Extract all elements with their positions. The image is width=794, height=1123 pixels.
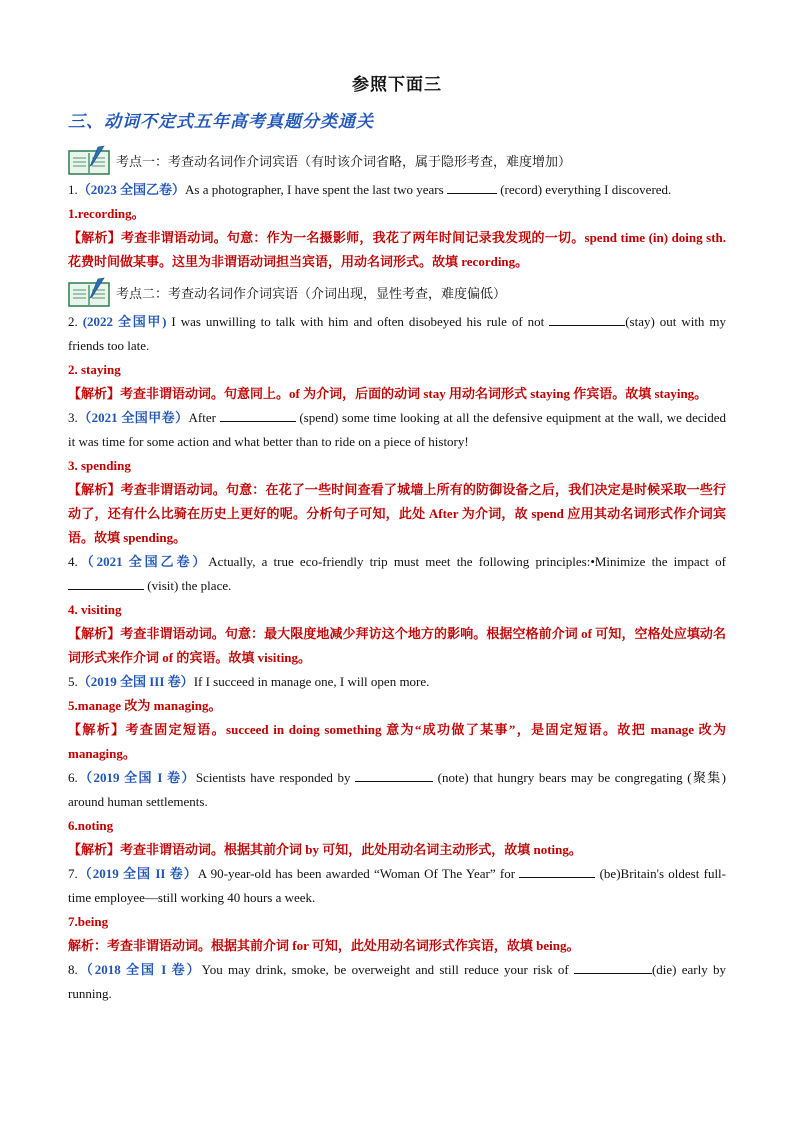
question-number: 5. [68,674,78,689]
question-source: （2019 全国 II 卷） [77,866,198,881]
question-text [68,550,726,598]
answer-blank [220,409,296,422]
question-number: 7. [68,866,78,881]
kaodian-one-header [68,144,726,176]
question-number: 3. [68,410,78,425]
question-source: （2023 全国乙卷） [77,182,186,197]
question-text [68,862,726,910]
question-text [68,670,726,694]
answer-text: 3. spending [68,458,131,473]
question-pre: I was unwilling to talk with him and often disobeyed his rule of not [166,314,550,329]
question-pre: A 90-year-old has been awarded “Woman Of The Year” for [197,866,520,881]
answer-text: 1.recording。 [68,206,145,221]
answer-blank [574,961,652,974]
question-source: （2021 全国甲卷） [77,410,189,425]
answer-blank [68,577,144,590]
explanation-text: 【解析】考查非谓语动词。句意同上。of 为介词，后面的动词 stay 用动名词形式 staying 作宾语。故填 staying。 [68,386,708,401]
question-post: (spend) some time looking at all the defensive equipment at the wall, we decided it was time for some action and what better than to ride on a piece of history! [68,410,726,449]
answer-text: 6.noting [68,818,114,833]
explanation-text: 解析：考查非谓语动词。根据其前介词 for 可知，此处用动名词形式作宾语，故填 being。 [68,938,580,953]
answer-blank [549,313,625,326]
document-page [68,70,726,1006]
kaodian-two-text: 考点二：考查动名词作介词宾语（介词出现，显性考查，难度偏低） [116,285,507,301]
answer-text: 2. staying [68,362,121,377]
question-item [68,178,726,274]
question-item [68,406,726,550]
question-text [68,958,726,1006]
question-pre: Actually, a true eco-friendly trip must meet the following principles:•Minimize the impact of [208,554,726,569]
explanation-text: 【解析】考查非谓语动词。句意：最大限度地减少拜访这个地方的影响。根据空格前介词 of 可知，空格处应填动名词形式来作介词 of 的宾语。故填 visiting。 [68,626,726,665]
question-item [68,550,726,670]
question-item [68,862,726,958]
book-pen-icon [68,277,112,307]
question-pre: Scientists have responded by [195,770,356,785]
kaodian-two-header [68,276,726,308]
answer-text: 7.being [68,914,109,929]
answer-text: 5.manage 改为 managing。 [68,698,222,713]
question-source: （2018 全国 I 卷） [77,962,202,977]
question-item [68,958,726,1006]
answer-blank [355,769,433,782]
section-title: 三、动词不定式五年高考真题分类通关 [68,112,374,132]
question-number: 4. [68,554,78,569]
question-text [68,406,726,454]
question-text [68,178,726,202]
question-item [68,766,726,862]
question-post: (note) that hungry bears may be congregating (聚集) around human settlements. [68,770,726,809]
answer-blank [519,865,595,878]
question-pre: You may drink, smoke, be overweight and still reduce your risk of [201,962,574,977]
question-pre: If I succeed in manage one, I will open more. [193,674,430,689]
question-post: (be)Britain's oldest full-time employee—still working 40 hours a week. [68,866,726,905]
question-source: （2021 全国乙卷） [77,554,209,569]
question-source: （2019 全国 III 卷） [77,674,194,689]
question-pre: As a photographer, I have spent the last two years [185,182,447,197]
question-post: (stay) out with my friends too late. [68,314,726,353]
question-pre: After [188,410,220,425]
question-item [68,310,726,406]
question-number: 1. [68,182,78,197]
question-post: (die) early by running. [68,962,726,1001]
question-post: (record) everything I discovered. [496,182,672,197]
question-number: 8. [68,962,78,977]
question-text [68,310,726,358]
page-title: 参照下面三 [352,75,442,95]
question-number: 2. [68,314,78,329]
book-pen-icon [68,145,112,175]
answer-text: 4. visiting [68,602,122,617]
question-post: (visit) the place. [144,578,232,593]
explanation-text: 【解析】考查非谓语动词。句意：在花了一些时间查看了城墙上所有的防御设备之后，我们决定是时候采取一些行动了，还有什么比骑在历史上更好的呢。分析句子可知，此处 After 为介词，故 spend 应用其动名词形式作介词宾语。故填 spending。 [68,482,726,545]
answer-blank [447,181,497,194]
question-source: (2022 全国甲) [82,314,167,329]
question-item [68,670,726,766]
question-text [68,766,726,814]
question-number: 6. [68,770,78,785]
explanation-text: 【解析】考查非谓语动词。根据其前介词 by 可知，此处用动名词主动形式，故填 noting。 [68,842,582,857]
explanation-text: 【解析】考查非谓语动词。句意：作为一名摄影师，我花了两年时间记录我发现的一切。spend time (in) doing sth.花费时间做某事。这里为非谓语动词担当宾语，用动名词形式。故填 recording。 [68,230,726,269]
kaodian-one-text: 考点一：考查动名词作介词宾语（有时该介词省略，属于隐形考查，难度增加） [116,153,572,169]
question-source: （2019 全国 I 卷） [77,770,196,785]
explanation-text: 【解析】考查固定短语。succeed in doing something 意为“成功做了某事”，是固定短语。故把 manage 改为 managing。 [68,722,726,761]
